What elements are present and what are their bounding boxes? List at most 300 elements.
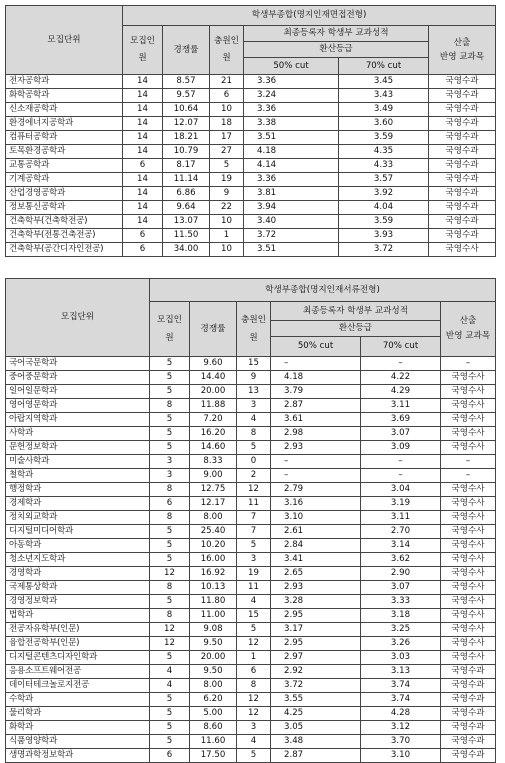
rate-cell: 6.86 xyxy=(163,187,210,201)
subject-cell: – xyxy=(441,357,496,371)
subject-cell: 국영수사 xyxy=(441,483,496,497)
unit-cell: 철학과 xyxy=(6,469,150,483)
subject-cell: 국영수과 xyxy=(441,749,496,763)
fill-cell: 1 xyxy=(210,229,244,243)
cut50-cell: 3.17 xyxy=(271,623,361,637)
unit-cell: 정치외교학과 xyxy=(6,511,150,525)
rate-cell: 6.20 xyxy=(190,693,237,707)
cut50-cell: 2.92 xyxy=(271,665,361,679)
subject-cell: 국영수과 xyxy=(441,679,496,693)
fill-cell: 1 xyxy=(237,651,271,665)
unit-cell: 법학과 xyxy=(6,609,150,623)
cut50-cell: 3.38 xyxy=(244,117,339,131)
table-row xyxy=(6,665,496,679)
header-calc-line1: 산출 xyxy=(459,316,477,327)
table-row xyxy=(6,539,496,553)
table-row xyxy=(6,385,496,399)
table-row xyxy=(6,679,496,693)
cut50-cell: 2.93 xyxy=(271,441,361,455)
cut50-cell: 3.79 xyxy=(271,385,361,399)
header-unit: 모집단위 xyxy=(6,6,123,75)
cut50-cell: 3.05 xyxy=(271,721,361,735)
table-myungji-interview xyxy=(5,5,496,257)
header-70cut: 70% cut xyxy=(339,58,429,75)
rate-cell: 10.13 xyxy=(190,581,237,595)
cut70-cell: 3.49 xyxy=(339,103,429,117)
table-row xyxy=(6,103,496,117)
rate-cell: 5.00 xyxy=(190,707,237,721)
cut50-cell: 2.95 xyxy=(271,637,361,651)
quota-cell: 14 xyxy=(123,117,163,131)
cut50-cell: 3.40 xyxy=(244,215,339,229)
cut70-cell: 3.93 xyxy=(339,229,429,243)
subject-cell: 국영수과 xyxy=(441,693,496,707)
table-row xyxy=(6,229,496,243)
cut70-cell: 3.60 xyxy=(339,117,429,131)
cut70-cell: 3.45 xyxy=(339,75,429,89)
rate-cell: 8.00 xyxy=(190,679,237,693)
header-quota: 모집인원 xyxy=(150,302,190,357)
rate-cell: 9.50 xyxy=(190,665,237,679)
quota-cell: 4 xyxy=(150,679,190,693)
quota-cell: 12 xyxy=(150,567,190,581)
quota-cell: 8 xyxy=(150,609,190,623)
quota-cell: 5 xyxy=(150,651,190,665)
cut70-cell: 3.72 xyxy=(339,243,429,257)
subject-cell: 국영수사 xyxy=(441,539,496,553)
cut50-cell: 3.72 xyxy=(244,229,339,243)
cut50-cell: 3.51 xyxy=(244,131,339,145)
subject-cell: 국영수사 xyxy=(441,371,496,385)
unit-cell: 교통공학과 xyxy=(6,159,123,173)
cut70-cell: 3.10 xyxy=(361,749,441,763)
unit-cell: 생명과학정보학과 xyxy=(6,749,150,763)
unit-cell: 국제통상학과 xyxy=(6,581,150,595)
quota-cell: 14 xyxy=(123,131,163,145)
unit-cell: 경제학과 xyxy=(6,497,150,511)
cut50-cell: 2.87 xyxy=(271,399,361,413)
unit-cell: 경영학과 xyxy=(6,567,150,581)
unit-cell: 일어일문학과 xyxy=(6,385,150,399)
quota-cell: 8 xyxy=(150,399,190,413)
cut70-cell: 3.74 xyxy=(361,693,441,707)
subject-cell: 국영수사 xyxy=(441,525,496,539)
header-50cut: 50% cut xyxy=(271,337,361,357)
table-row xyxy=(6,427,496,441)
cut70-cell: 3.62 xyxy=(361,553,441,567)
cut70-cell: – xyxy=(361,357,441,371)
subject-cell: 국영수사 xyxy=(441,497,496,511)
fill-cell: 5 xyxy=(237,749,271,763)
fill-cell: 7 xyxy=(237,525,271,539)
subject-cell: 국영수사 xyxy=(441,567,496,581)
fill-cell: 27 xyxy=(210,145,244,159)
cut70-cell: 3.18 xyxy=(361,609,441,623)
subject-cell: – xyxy=(441,455,496,469)
quota-cell: 4 xyxy=(150,665,190,679)
quota-cell: 14 xyxy=(123,187,163,201)
rate-cell: 11.14 xyxy=(163,173,210,187)
table-row xyxy=(6,483,496,497)
fill-cell: 8 xyxy=(237,427,271,441)
cut70-cell: 3.74 xyxy=(361,679,441,693)
cut70-cell: 3.07 xyxy=(361,581,441,595)
cut70-cell: – xyxy=(361,455,441,469)
unit-cell: 수학과 xyxy=(6,693,150,707)
cut50-cell: 2.87 xyxy=(271,749,361,763)
header-calc-line1: 산출 xyxy=(453,37,471,48)
table-row xyxy=(6,399,496,413)
quota-cell: 14 xyxy=(123,215,163,229)
fill-cell: 5 xyxy=(237,539,271,553)
rate-cell: 16.92 xyxy=(190,567,237,581)
table-row xyxy=(6,469,496,483)
quota-cell: 5 xyxy=(150,721,190,735)
subject-cell: 국영수과 xyxy=(429,145,496,159)
subject-cell: 국영수사 xyxy=(441,637,496,651)
quota-cell: 6 xyxy=(123,229,163,243)
fill-cell: 19 xyxy=(237,567,271,581)
subject-cell: 국영수사 xyxy=(441,413,496,427)
unit-cell: 디지털콘텐츠디자인학과 xyxy=(6,651,150,665)
unit-cell: 데이터테크놀로지전공 xyxy=(6,679,150,693)
quota-cell: 5 xyxy=(150,595,190,609)
quota-cell: 14 xyxy=(123,75,163,89)
fill-cell: 8 xyxy=(237,679,271,693)
quota-cell: 5 xyxy=(150,441,190,455)
rate-cell: 9.64 xyxy=(163,201,210,215)
table-row xyxy=(6,637,496,651)
rate-cell: 7.20 xyxy=(190,413,237,427)
cut50-cell: 3.48 xyxy=(271,735,361,749)
fill-cell: 4 xyxy=(237,595,271,609)
cut50-cell: 3.36 xyxy=(244,103,339,117)
rate-cell: 25.40 xyxy=(190,525,237,539)
table-row xyxy=(6,131,496,145)
quota-cell: 5 xyxy=(150,707,190,721)
header-fill: 충원인원 xyxy=(237,302,271,357)
cut50-cell: 2.61 xyxy=(271,525,361,539)
table-row xyxy=(6,693,496,707)
fill-cell: 18 xyxy=(210,117,244,131)
unit-cell: 환경에너지공학과 xyxy=(6,117,123,131)
header-50cut: 50% cut xyxy=(244,58,339,75)
subject-cell: 국영수사 xyxy=(441,595,496,609)
unit-cell: 청소년지도학과 xyxy=(6,553,150,567)
fill-cell: 19 xyxy=(210,173,244,187)
fill-cell: 22 xyxy=(210,201,244,215)
fill-cell: 6 xyxy=(237,665,271,679)
quota-cell: 12 xyxy=(150,637,190,651)
cut70-cell: 3.13 xyxy=(361,665,441,679)
table-row xyxy=(6,525,496,539)
cut70-cell: 3.33 xyxy=(361,595,441,609)
cut70-cell: 3.19 xyxy=(361,497,441,511)
subject-cell: 국영수사 xyxy=(429,243,496,257)
table-row xyxy=(6,117,496,131)
cut50-cell: 2.95 xyxy=(271,609,361,623)
unit-cell: 식품영양학과 xyxy=(6,735,150,749)
cut70-cell: 4.28 xyxy=(361,707,441,721)
cut50-cell: 3.94 xyxy=(244,201,339,215)
header-grade-sub: 환산등급 xyxy=(244,42,429,58)
table-row xyxy=(6,201,496,215)
cut70-cell: 3.14 xyxy=(361,539,441,553)
cut70-cell: – xyxy=(361,469,441,483)
table-row xyxy=(6,707,496,721)
subject-cell: 국영수과 xyxy=(441,721,496,735)
cut50-cell: 3.10 xyxy=(271,511,361,525)
fill-cell: 2 xyxy=(237,469,271,483)
fill-cell: 13 xyxy=(237,385,271,399)
table-myungji-document xyxy=(5,278,496,763)
table-row xyxy=(6,497,496,511)
rate-cell: 14.60 xyxy=(190,441,237,455)
cut50-cell: 3.51 xyxy=(244,243,339,257)
cut50-cell: 3.24 xyxy=(244,89,339,103)
cut50-cell: – xyxy=(271,455,361,469)
subject-cell: 국영수사 xyxy=(441,553,496,567)
unit-cell: 행정학과 xyxy=(6,483,150,497)
quota-cell: 8 xyxy=(150,483,190,497)
table-row xyxy=(6,749,496,763)
cut50-cell: 2.98 xyxy=(271,427,361,441)
cut50-cell: 3.16 xyxy=(271,497,361,511)
rate-cell: 18.21 xyxy=(163,131,210,145)
unit-cell: 디지털미디어학과 xyxy=(6,525,150,539)
cut50-cell: 2.65 xyxy=(271,567,361,581)
rate-cell: 16.20 xyxy=(190,427,237,441)
quota-cell: 5 xyxy=(150,735,190,749)
rate-cell: 8.00 xyxy=(190,511,237,525)
subject-cell: 국영수사 xyxy=(441,441,496,455)
table-row xyxy=(6,553,496,567)
fill-cell: 7 xyxy=(237,511,271,525)
quota-cell: 5 xyxy=(150,553,190,567)
header-calc-line2: 반영 교과목 xyxy=(439,51,485,62)
fill-cell: 15 xyxy=(237,609,271,623)
subject-cell: 국영수사 xyxy=(441,427,496,441)
cut50-cell: 3.41 xyxy=(271,553,361,567)
header-calc-line2: 반영 교과목 xyxy=(445,331,491,341)
fill-cell: 0 xyxy=(237,455,271,469)
cut50-cell: 2.79 xyxy=(271,483,361,497)
fill-cell: 10 xyxy=(210,103,244,117)
quota-cell: 5 xyxy=(150,427,190,441)
subject-cell: 국영수과 xyxy=(429,187,496,201)
rate-cell: 14.40 xyxy=(190,371,237,385)
fill-cell: 3 xyxy=(237,721,271,735)
cut50-cell: 3.81 xyxy=(244,187,339,201)
cut70-cell: 3.11 xyxy=(361,511,441,525)
fill-cell: 15 xyxy=(237,357,271,371)
fill-cell: 9 xyxy=(237,371,271,385)
cut70-cell: 3.26 xyxy=(361,637,441,651)
cut50-cell: 3.36 xyxy=(244,75,339,89)
cut70-cell: 3.43 xyxy=(339,89,429,103)
cut70-cell: 3.92 xyxy=(339,187,429,201)
unit-cell: 사학과 xyxy=(6,427,150,441)
unit-cell: 문헌정보학과 xyxy=(6,441,150,455)
cut70-cell: 3.59 xyxy=(339,215,429,229)
quota-cell: 3 xyxy=(150,455,190,469)
header-unit: 모집단위 xyxy=(6,279,150,357)
cut70-cell: 4.35 xyxy=(339,145,429,159)
cut70-cell: 3.57 xyxy=(339,173,429,187)
fill-cell: 6 xyxy=(210,89,244,103)
unit-cell: 정보통신공학과 xyxy=(6,201,123,215)
cut70-cell: 3.69 xyxy=(361,413,441,427)
rate-cell: 8.60 xyxy=(190,721,237,735)
rate-cell: 11.50 xyxy=(163,229,210,243)
unit-cell: 영어영문학과 xyxy=(6,399,150,413)
rate-cell: 11.00 xyxy=(190,609,237,623)
fill-cell: 5 xyxy=(237,623,271,637)
quota-cell: 5 xyxy=(150,413,190,427)
rate-cell: 9.08 xyxy=(190,623,237,637)
quota-cell: 14 xyxy=(123,89,163,103)
subject-cell: 국영수과 xyxy=(429,117,496,131)
unit-cell: 경영정보학과 xyxy=(6,595,150,609)
table-row xyxy=(6,721,496,735)
quota-cell: 14 xyxy=(123,201,163,215)
quota-cell: 5 xyxy=(150,357,190,371)
table-row xyxy=(6,651,496,665)
rate-cell: 10.64 xyxy=(163,103,210,117)
quota-cell: 6 xyxy=(123,243,163,257)
rate-cell: 11.60 xyxy=(190,735,237,749)
subject-cell: 국영수과 xyxy=(429,201,496,215)
table-row xyxy=(6,413,496,427)
table-row xyxy=(6,243,496,257)
fill-cell: 4 xyxy=(237,413,271,427)
table-row xyxy=(6,595,496,609)
fill-cell: 5 xyxy=(210,159,244,173)
cut50-cell: – xyxy=(271,469,361,483)
table-row xyxy=(6,455,496,469)
unit-cell: 물리학과 xyxy=(6,707,150,721)
table-row xyxy=(6,75,496,89)
subject-cell: 국영수과 xyxy=(429,89,496,103)
rate-cell: 8.57 xyxy=(163,75,210,89)
table-body xyxy=(6,75,496,257)
table-body xyxy=(6,357,496,763)
table-row xyxy=(6,441,496,455)
quota-cell: 6 xyxy=(150,749,190,763)
cut70-cell: 3.12 xyxy=(361,721,441,735)
fill-cell: 5 xyxy=(237,441,271,455)
rate-cell: 8.17 xyxy=(163,159,210,173)
cut70-cell: 4.04 xyxy=(339,201,429,215)
header-70cut: 70% cut xyxy=(361,337,441,357)
cut50-cell: 2.97 xyxy=(271,651,361,665)
header-group-title: 학생부종합(명지인재면접전형) xyxy=(123,6,496,26)
rate-cell: 34.00 xyxy=(163,243,210,257)
unit-cell: 건축학부(전통건축전공) xyxy=(6,229,123,243)
table-row xyxy=(6,609,496,623)
quota-cell: 8 xyxy=(150,581,190,595)
subject-cell: 국영수과 xyxy=(441,735,496,749)
cut50-cell: 3.61 xyxy=(271,413,361,427)
table-row xyxy=(6,159,496,173)
fill-cell: 3 xyxy=(237,399,271,413)
subject-cell: 국영수과 xyxy=(429,229,496,243)
cut70-cell: 3.25 xyxy=(361,623,441,637)
quota-cell: 14 xyxy=(123,145,163,159)
table-row xyxy=(6,623,496,637)
subject-cell: 국영수과 xyxy=(429,75,496,89)
quota-cell: 14 xyxy=(123,103,163,117)
rate-cell: 13.07 xyxy=(163,215,210,229)
cut70-cell: 3.03 xyxy=(361,651,441,665)
subject-cell: – xyxy=(441,469,496,483)
header-calc xyxy=(429,26,496,75)
quota-cell: 14 xyxy=(123,173,163,187)
cut50-cell: 3.28 xyxy=(271,595,361,609)
table-row xyxy=(6,89,496,103)
subject-cell: 국영수과 xyxy=(441,707,496,721)
unit-cell: 산업경영공학과 xyxy=(6,187,123,201)
unit-cell: 화학공학과 xyxy=(6,89,123,103)
cut50-cell: 4.18 xyxy=(244,145,339,159)
subject-cell: 국영수사 xyxy=(441,581,496,595)
cut70-cell: 3.59 xyxy=(339,131,429,145)
table-row xyxy=(6,215,496,229)
unit-cell: 아랍지역학과 xyxy=(6,413,150,427)
cut50-cell: 4.18 xyxy=(271,371,361,385)
rate-cell: 12.17 xyxy=(190,497,237,511)
cut70-cell: 3.07 xyxy=(361,427,441,441)
cut50-cell: 3.55 xyxy=(271,693,361,707)
rate-cell: 20.00 xyxy=(190,651,237,665)
unit-cell: 미술사학과 xyxy=(6,455,150,469)
table-row xyxy=(6,567,496,581)
cut70-cell: 4.22 xyxy=(361,371,441,385)
subject-cell: 국영수과 xyxy=(429,131,496,145)
subject-cell: 국영수과 xyxy=(429,103,496,117)
unit-cell: 융합전공학부(인문) xyxy=(6,637,150,651)
cut70-cell: 2.90 xyxy=(361,567,441,581)
fill-cell: 12 xyxy=(237,483,271,497)
subject-cell: 국영수사 xyxy=(441,623,496,637)
fill-cell: 10 xyxy=(210,215,244,229)
unit-cell: 중어중문학과 xyxy=(6,371,150,385)
quota-cell: 5 xyxy=(150,693,190,707)
fill-cell: 3 xyxy=(237,553,271,567)
cut70-cell: 2.70 xyxy=(361,525,441,539)
subject-cell: 국영수사 xyxy=(441,651,496,665)
header-grade: 최종등록자 학생부 교과성적 xyxy=(244,26,429,42)
cut50-cell: 3.36 xyxy=(244,173,339,187)
rate-cell: 9.60 xyxy=(190,357,237,371)
rate-cell: 12.75 xyxy=(190,483,237,497)
cut50-cell: 3.72 xyxy=(271,679,361,693)
quota-cell: 5 xyxy=(150,371,190,385)
cut70-cell: 3.11 xyxy=(361,399,441,413)
cut50-cell: 4.14 xyxy=(244,159,339,173)
fill-cell: 21 xyxy=(210,75,244,89)
cut70-cell: 3.09 xyxy=(361,441,441,455)
subject-cell: 국영수사 xyxy=(441,385,496,399)
fill-cell: 10 xyxy=(210,243,244,257)
quota-cell: 8 xyxy=(150,511,190,525)
subject-cell: 국영수사 xyxy=(441,511,496,525)
quota-cell: 12 xyxy=(150,623,190,637)
rate-cell: 10.20 xyxy=(190,539,237,553)
subject-cell: 국영수사 xyxy=(441,609,496,623)
unit-cell: 토목환경공학과 xyxy=(6,145,123,159)
cut50-cell: 2.84 xyxy=(271,539,361,553)
